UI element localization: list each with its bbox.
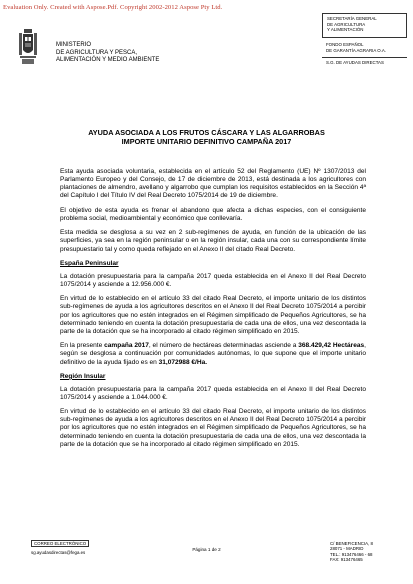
email-address: sg.ayudasdirectas@fega.es bbox=[31, 550, 86, 556]
paragraph-insular-budget: La dotación presupuestaria para la campaña 2017 queda establecida en el Anexo II del Real Decreto 1075/2014 y asciende a 1.044.000 €. bbox=[60, 385, 366, 401]
address-line: C/ BENEFICENCIA, 8 bbox=[330, 541, 373, 546]
secretaria-line: SECRETARÍA GENERAL bbox=[327, 16, 377, 21]
address-line: FAX: 913476465 bbox=[330, 556, 363, 562]
hectares-highlight: 368.429,42 Hectáreas bbox=[298, 342, 365, 350]
subdirectorate-label: S.G. DE AYUDAS DIRECTAS bbox=[326, 60, 384, 65]
unit-amount-highlight: 31,072988 €/Ha. bbox=[158, 358, 208, 366]
fega-box bbox=[322, 42, 407, 58]
watermark-text: Evaluation Only. Created with Aspose.Pdf. Copyright 2002-2012 Aspose Pty Ltd. bbox=[3, 4, 223, 11]
ministry-name bbox=[56, 42, 159, 65]
text-span: , el número de hectáreas determinadas asciende a bbox=[148, 342, 299, 350]
secretaria-line: Y ALIMENTACIÓN bbox=[327, 27, 364, 33]
paragraph-peninsular-amount bbox=[60, 342, 366, 366]
paragraph-subregimes: Esta medida se desglosa a su vez en 2 sub-regímenes de ayuda, en función de la ubicación de las superficies, ya sea en la región peninsular o en la región insular, cada una con su correspondiente límite presupuestario tal y como queda reflejado en el Anexo II del citado Real Decreto. bbox=[60, 229, 366, 253]
email-label: CORREO ELECTRÓNICO bbox=[31, 540, 89, 547]
footer-address bbox=[330, 541, 373, 562]
document-body bbox=[60, 168, 366, 455]
fega-line: DE GARANTÍA AGRARIA O.A. bbox=[326, 47, 387, 53]
ministry-line: ALIMENTACIÓN Y MEDIO AMBIENTE bbox=[56, 57, 160, 64]
heading-peninsular: España Peninsular bbox=[60, 259, 119, 267]
paragraph-objective: El objetivo de esta ayuda es frenar el abandono que afecta a dichas especies, con el consiguiente problema social, medioambiental y económico que conllevaría. bbox=[60, 206, 366, 222]
page-number: Página 1 de 2 bbox=[192, 547, 221, 552]
secretaria-line: DE AGRICULTURA bbox=[327, 21, 366, 27]
text-span: , según se desglosa a continuación por comunidades autónomas, lo que supone que el importe unitario definitivo de la ayuda fijado es en bbox=[60, 342, 366, 366]
address-line: TEL.: 913476466 - 68 bbox=[330, 551, 373, 557]
paragraph-peninsular-article: En virtud de lo establecido en el artículo 33 del citado Real Decreto, el importe unitario de los distintos sub-regímenes de ayuda a los agricultores descritos en el Anexo II del Real Decreto 1075/2014 a percibir por los agricultores que no estén integrados en el Régimen simplificado de Pequeños Agricultores, se ha determinado teniendo en cuenta la dotación presupuestaria de cada una de ellos, una vez descontada la parte de la dotación que se ha incorporado al citado régimen simplificado en 2015. bbox=[60, 295, 366, 335]
secretaria-box bbox=[322, 13, 407, 38]
paragraph-intro: Esta ayuda asociada voluntaria, establecida en el artículo 52 del Reglamento (UE) Nº 1307/2013 del Parlamento Europeo y del Consejo, de 17 de diciembre de 2013, está destinada a los agricultores con plantaciones de almendro, avellano y algarrobo que cumplan los requisitos establecidos en la Sección 4ª del Capítulo I del Título IV del Real Decreto 1075/2014 de 19 de diciembre. bbox=[60, 168, 366, 200]
ministry-line: DE AGRICULTURA Y PESCA, bbox=[56, 49, 138, 56]
coat-of-arms-icon bbox=[18, 28, 38, 66]
paragraph-peninsular-budget: La dotación presupuestaria para la campaña 2017 queda establecida en el Anexo II del Real Decreto 1075/2014 y asciende a 12.956.000 €. bbox=[60, 272, 366, 288]
paragraph-insular-article: En virtud de lo establecido en el artículo 33 del citado Real Decreto, el importe unitario de los distintos sub-regímenes de ayuda a los agricultores descritos en el Anexo II del Real Decreto 1075/2014 a percibir por los agricultores que no estén integrados en el Régimen simplificado de Pequeños Agricultores, se ha determinado teniendo en cuenta la dotación presupuestaria de cada una de ellos, una vez descontada la parte de la dotación que se ha incorporado al citado régimen simplificado en 2015. bbox=[60, 408, 366, 448]
text-span: En la presente bbox=[60, 342, 105, 350]
fega-line: FONDO ESPAÑOL bbox=[326, 42, 364, 47]
document-title bbox=[0, 128, 413, 146]
title-line-2: IMPORTE UNITARIO DEFINITIVO CAMPAÑA 2017 bbox=[121, 137, 292, 147]
campaign-highlight: campaña 2017 bbox=[104, 342, 149, 350]
ministry-line: MINISTERIO bbox=[56, 42, 92, 48]
heading-insular: Región Insular bbox=[60, 372, 106, 380]
title-line-1: AYUDA ASOCIADA A LOS FRUTOS CÁSCARA Y LAS ALGARROBAS bbox=[88, 128, 325, 137]
address-line: 28071 - MADRID bbox=[330, 546, 364, 552]
